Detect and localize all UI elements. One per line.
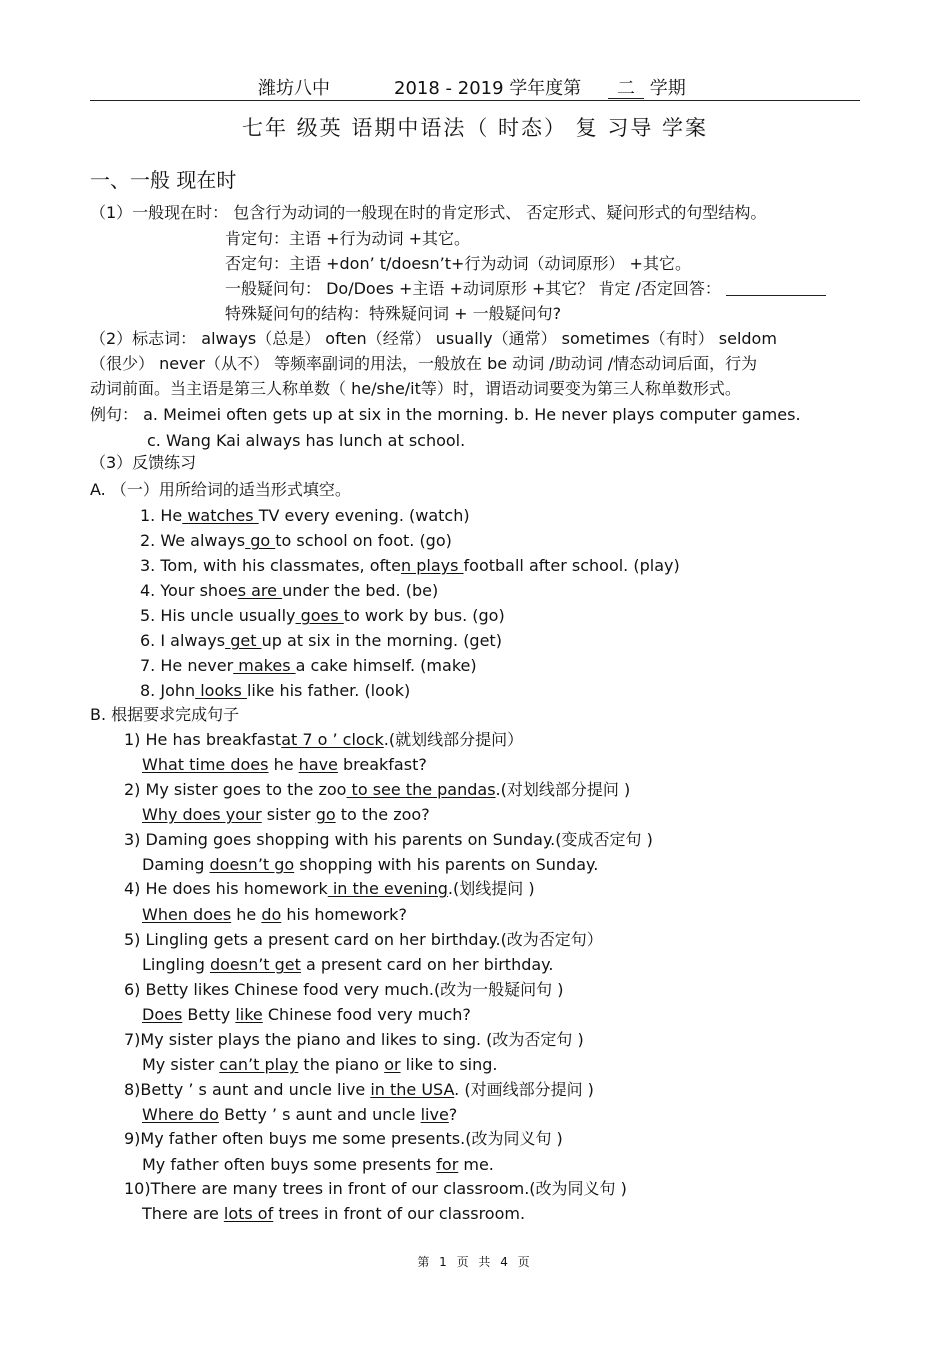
item-text: 7. He never (140, 656, 234, 675)
rewrite-question-9: 9)My father often buys me some presents.(改为同义句 ) (124, 1129, 563, 1148)
item-text: 1. He (140, 506, 183, 525)
item-answer: goes (295, 606, 344, 625)
question-text: 4) He does his homework (124, 879, 328, 898)
item-answer: makes (233, 656, 296, 675)
rewrite-question-8 (124, 1080, 594, 1100)
answer-text: My sister (142, 1055, 220, 1074)
rewrite-question-3: 3) Daming goes shopping with his parents on Sunday.(变成否定句 ) (124, 830, 653, 849)
answer-text: shopping with his parents on Sunday. (294, 855, 599, 874)
item-text: 3. Tom, with his classmates, ofte (140, 556, 401, 575)
item-text: a cake himself. (make) (295, 656, 477, 675)
example-line-2: c. Wang Kai always has lunch at school. (147, 431, 466, 450)
item-text: 6. I always (140, 631, 226, 650)
answer-text: Lingling (142, 955, 210, 974)
answer-text: breakfast? (337, 755, 427, 774)
fill-item-1 (140, 506, 470, 526)
question-structure (225, 279, 826, 299)
item-text: TV every evening. (watch) (258, 506, 470, 525)
semester-number: 二 (608, 80, 644, 99)
answer-part: What time does (142, 755, 269, 774)
answer-text: me. (458, 1155, 494, 1174)
answer-text: ? (448, 1105, 458, 1124)
paragraph-1: （1）一般现在时： 包含行为动词的一般现在时的肯定形式、 否定形式、疑问形式的句型结构。 (90, 203, 767, 222)
question-text: .(对划线部分提问 ) (495, 780, 631, 799)
question-text: .(就划线部分提问） (383, 730, 524, 749)
rewrite-question-2 (124, 780, 630, 800)
item-text: to school on foot. (go) (275, 531, 452, 550)
answer-part: doesn’t get (209, 955, 301, 974)
rewrite-answer-10 (142, 1204, 525, 1224)
item-answer: looks (195, 681, 247, 700)
item-text: under the bed. (be) (282, 581, 439, 600)
answer-text: he (268, 755, 299, 774)
item-text: up at six in the morning. (get) (261, 631, 502, 650)
page-title: 七年 级英 语期中语法（ 时态） 复 习导 学案 (241, 116, 709, 140)
question-text: .(划线提问 ) (447, 879, 535, 898)
answer-part: Where do (142, 1105, 219, 1124)
answer-text: sister (261, 805, 316, 824)
rewrite-question-10: 10)There are many trees in front of our classroom.(改为同义句 ) (124, 1179, 627, 1198)
paragraph-2-line-3: 动词前面。当主语是第三人称单数（ he/she/it等）时，谓语动词要变为第三人称单数形式。 (90, 379, 741, 398)
rewrite-answer-5 (142, 955, 553, 975)
item-text: football after school. (play) (463, 556, 680, 575)
paragraph-3: （3）反馈练习 (90, 453, 197, 472)
section-heading: 一、一般 现在时 (90, 168, 237, 192)
negative-structure: 否定句：主语 +don’ t/doesn’t+行为动词（动词原形） +其它。 (225, 254, 691, 273)
answer-part: lots of (223, 1204, 274, 1223)
part-b-heading: B. 根据要求完成句子 (90, 705, 240, 724)
question-text: 1) He has breakfast (124, 730, 282, 749)
paragraph-2-line-1: （2）标志词： always（总是） often（经常） usually（通常） sometimes（有时） seldom (90, 329, 777, 348)
answer-text: Chinese food very much? (262, 1005, 471, 1024)
answer-text: the piano (298, 1055, 385, 1074)
answer-text: to the zoo? (335, 805, 430, 824)
item-text: like his father. (look) (246, 681, 411, 700)
item-text: 8. John (140, 681, 196, 700)
part-a-heading: A. （一）用所给词的适当形式填空。 (90, 480, 351, 499)
semester (608, 74, 686, 100)
answer-part: have (298, 755, 338, 774)
school-year: 2018 - 2019 学年度第 (394, 78, 582, 99)
rewrite-answer-8 (142, 1105, 457, 1125)
fill-item-3 (140, 556, 680, 576)
page-footer: 第 1 页 共 4 页 (417, 1255, 533, 1269)
semester-suffix: 学期 (649, 78, 686, 99)
question-text: 一般疑问句： Do/Does +主语 +动词原形 +其它？ 肯定 /否定回答： (225, 279, 721, 298)
answer-part: can’t play (219, 1055, 299, 1074)
rewrite-question-1 (124, 730, 523, 750)
item-answer: n plays (400, 556, 464, 575)
rewrite-answer-1 (142, 755, 427, 775)
example-line-1: 例句： a. Meimei often gets up at six in the morning. b. He never plays computer games. (90, 405, 801, 424)
answer-part: do (261, 905, 282, 924)
answer-part: go (315, 805, 336, 824)
fill-item-4 (140, 581, 438, 601)
rewrite-question-7: 7)My sister plays the piano and likes to sing. (改为否定句 ) (124, 1030, 584, 1049)
answer-text: a present card on her birthday. (300, 955, 554, 974)
answer-text: Betty (182, 1005, 236, 1024)
rewrite-question-6: 6) Betty likes Chinese food very much.(改为一般疑问句 ) (124, 980, 564, 999)
rewrite-answer-6 (142, 1005, 471, 1025)
rewrite-answer-2 (142, 805, 430, 825)
underlined-part: to see the pandas (346, 780, 496, 799)
rewrite-answer-3 (142, 855, 598, 875)
answer-part: live (420, 1105, 449, 1124)
answer-part: Does (142, 1005, 183, 1024)
answer-part: for (436, 1155, 459, 1174)
answer-text: Betty ’ s aunt and uncle (218, 1105, 421, 1124)
rewrite-question-5: 5) Lingling gets a present card on her birthday.(改为否定句） (124, 930, 603, 949)
item-answer: s are (237, 581, 283, 600)
item-text: 5. His uncle usually (140, 606, 296, 625)
paragraph-2-line-2: （很少） never（从不） 等频率副词的用法，一般放在 be 动词 /助动词 /情态动词后面，行为 (90, 354, 758, 373)
answer-part: doesn’t go (209, 855, 295, 874)
fill-item-2 (140, 531, 452, 551)
item-answer: go (245, 531, 276, 550)
answer-text: My father often buys some presents (142, 1155, 437, 1174)
fill-item-7 (140, 656, 477, 676)
answer-part: like (235, 1005, 263, 1024)
underlined-part: at 7 o ’ clock (281, 730, 384, 749)
answer-part: When does (142, 905, 232, 924)
rewrite-answer-4 (142, 905, 407, 925)
answer-text: There are (142, 1204, 224, 1223)
rewrite-question-4 (124, 879, 535, 899)
page-header (90, 72, 860, 101)
answer-part: Why does your (142, 805, 262, 824)
fill-item-8 (140, 681, 410, 701)
item-text: 4. Your shoe (140, 581, 238, 600)
rewrite-answer-7 (142, 1055, 497, 1075)
affirmative-structure: 肯定句：主语 +行为动词 +其它。 (225, 229, 470, 248)
school-name: 潍坊八中 (258, 78, 330, 99)
question-text: . (对画线部分提问 ) (454, 1080, 594, 1099)
answer-blank (726, 279, 826, 296)
fill-item-5 (140, 606, 505, 626)
fill-item-6 (140, 631, 502, 651)
rewrite-answer-9 (142, 1155, 494, 1175)
answer-part: or (384, 1055, 401, 1074)
item-text: 2. We always (140, 531, 246, 550)
item-text: to work by bus. (go) (343, 606, 505, 625)
item-answer: get (225, 631, 262, 650)
answer-text: his homework? (281, 905, 407, 924)
answer-text: trees in front of our classroom. (273, 1204, 526, 1223)
item-answer: watches (182, 506, 259, 525)
special-question-structure: 特殊疑问句的结构：特殊疑问词 + 一般疑问句? (225, 304, 562, 323)
question-text: 8)Betty ’ s aunt and uncle live (124, 1080, 371, 1099)
answer-text: like to sing. (400, 1055, 498, 1074)
answer-text: he (231, 905, 262, 924)
underlined-part: in the evening (327, 879, 448, 898)
question-text: 2) My sister goes to the zoo (124, 780, 347, 799)
underlined-part: in the USA (370, 1080, 455, 1099)
answer-text: Daming (142, 855, 210, 874)
